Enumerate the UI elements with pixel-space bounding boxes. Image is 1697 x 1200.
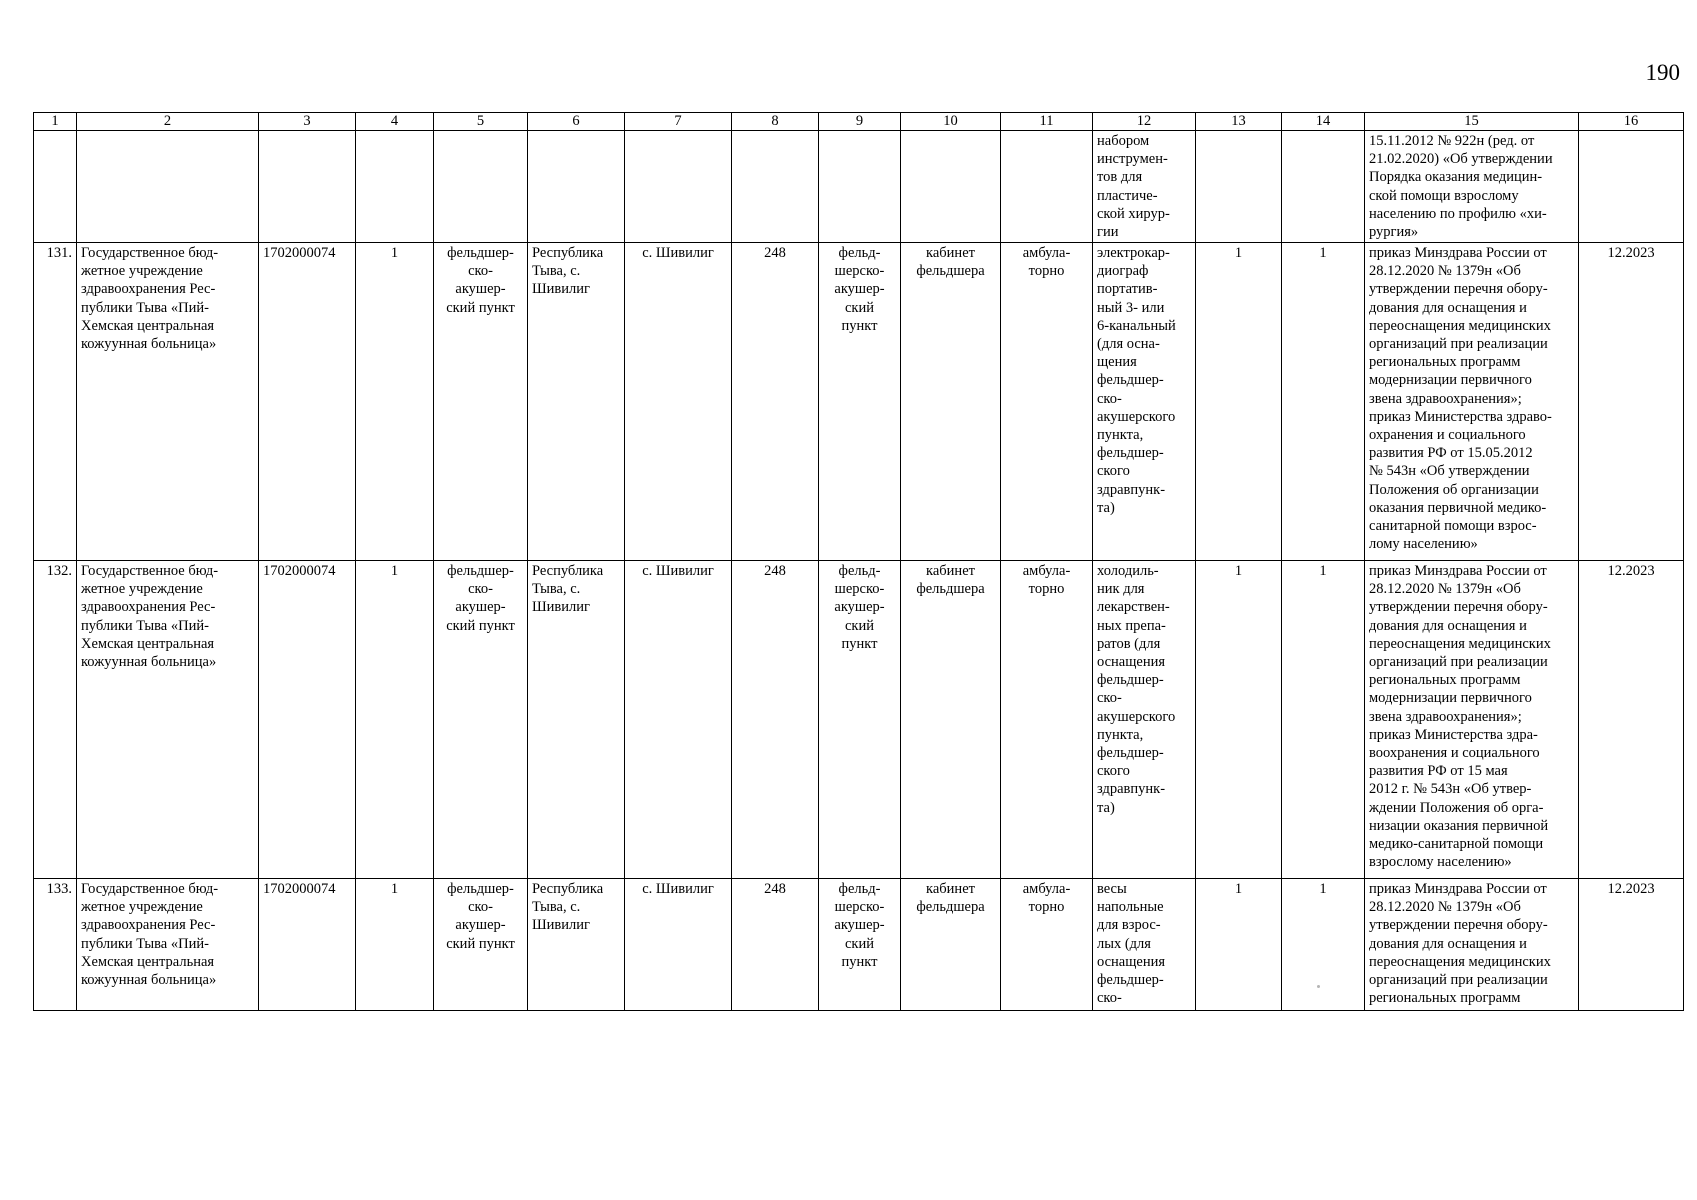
room-cell: кабинет фельдшера <box>901 561 1001 879</box>
legal-basis-cell: приказ Минздрава России от 28.12.2020 № 1379н «Об утверждении перечня обору- дования для оснащения и переоснащения медицинских организаций при реализации региональных программ <box>1365 879 1579 1011</box>
table-row <box>34 561 1684 879</box>
col13-cell: 1 <box>1196 879 1282 1011</box>
point-cell: фельд- шерско- акушер- ский пункт <box>819 561 901 879</box>
row-number: 131. <box>34 243 77 561</box>
equipment-cell: электрокар- диограф портатив- ный 3- или 6-канальный (для осна- щения фельдшер- ско- акушерского пункта, фельдшер- ского здравпунк- та) <box>1093 243 1196 561</box>
room-cell: кабинет фельдшера <box>901 243 1001 561</box>
date-cell: 12.2023 <box>1579 879 1684 1011</box>
col8-cell: 248 <box>732 561 819 879</box>
column-number: 12 <box>1093 113 1196 131</box>
table-row <box>34 243 1684 561</box>
column-number: 10 <box>901 113 1001 131</box>
organization-cell: Государственное бюд- жетное учреждение здравоохранения Рес- публики Тыва «Пий- Хемская центральная кожуунная больница» <box>77 879 259 1011</box>
organization-cell: Государственное бюд- жетное учреждение здравоохранения Рес- публики Тыва «Пий- Хемская центральная кожуунная больница» <box>77 243 259 561</box>
col14-cell: 1 <box>1282 561 1365 879</box>
column-number: 1 <box>34 113 77 131</box>
row-number: 132. <box>34 561 77 879</box>
column-number: 14 <box>1282 113 1365 131</box>
region-cell: Республика Тыва, с. Шивилиг <box>528 243 625 561</box>
column-number: 15 <box>1365 113 1579 131</box>
column-number: 7 <box>625 113 732 131</box>
col13-cell: 1 <box>1196 561 1282 879</box>
column-number: 11 <box>1001 113 1093 131</box>
column-number: 4 <box>356 113 434 131</box>
column-number: 6 <box>528 113 625 131</box>
settlement-cell: с. Шивилиг <box>625 561 732 879</box>
equipment-cell: весы напольные для взрос- лых (для оснащения фельдшер- ско- <box>1093 879 1196 1011</box>
settlement-cell: с. Шивилиг <box>625 879 732 1011</box>
column-number-row <box>34 113 1684 131</box>
unit-type-cell: фельдшер- ско- акушер- ский пункт <box>434 879 528 1011</box>
care-type-cell: амбула- торно <box>1001 243 1093 561</box>
date-cell: 12.2023 <box>1579 243 1684 561</box>
region-cell: Республика Тыва, с. Шивилиг <box>528 879 625 1011</box>
code-cell: 1702000074 <box>259 243 356 561</box>
column-number: 8 <box>732 113 819 131</box>
equipment-table <box>33 112 1684 1011</box>
col8-cell: 248 <box>732 879 819 1011</box>
col8-cell: 248 <box>732 243 819 561</box>
column-number: 9 <box>819 113 901 131</box>
organization-cell: Государственное бюд- жетное учреждение здравоохранения Рес- публики Тыва «Пий- Хемская центральная кожуунная больница» <box>77 561 259 879</box>
column-number: 13 <box>1196 113 1282 131</box>
column-number: 2 <box>77 113 259 131</box>
unit-type-cell: фельдшер- ско- акушер- ский пункт <box>434 561 528 879</box>
col13-cell: 1 <box>1196 243 1282 561</box>
care-type-cell: амбула- торно <box>1001 879 1093 1011</box>
col4-cell: 1 <box>356 243 434 561</box>
legal-basis-cell: 15.11.2012 № 922н (ред. от 21.02.2020) «Об утверждении Порядка оказания медицин- ской помощи взрослому населению по профилю «хи- рургия» <box>1365 131 1579 243</box>
point-cell: фельд- шерско- акушер- ский пункт <box>819 243 901 561</box>
col14-cell: 1 <box>1282 879 1365 1011</box>
legal-basis-cell: приказ Минздрава России от 28.12.2020 № 1379н «Об утверждении перечня обору- дования для оснащения и переоснащения медицинских организаций при реализации региональных программ модернизации первичного звена здравоохранения»; приказ Министерства здраво- охранения и социального развития РФ от 15.05.2012 № 543н «Об утверждении Положения об организации оказания первичной медико- санитарной помощи взрос- лому населению» <box>1365 243 1579 561</box>
table-row-continuation <box>34 131 1684 243</box>
page-number: 190 <box>1645 60 1680 85</box>
code-cell: 1702000074 <box>259 879 356 1011</box>
room-cell: кабинет фельдшера <box>901 879 1001 1011</box>
column-number: 16 <box>1579 113 1684 131</box>
code-cell: 1702000074 <box>259 561 356 879</box>
scan-speck <box>1317 985 1320 988</box>
equipment-cell: набором инструмен- тов для пластиче- ской хирур- гии <box>1093 131 1196 243</box>
settlement-cell: с. Шивилиг <box>625 243 732 561</box>
equipment-cell: холодиль- ник для лекарствен- ных препа- ратов (для оснащения фельдшер- ско- акушерского пункта, фельдшер- ского здравпунк- та) <box>1093 561 1196 879</box>
col4-cell: 1 <box>356 879 434 1011</box>
table-row <box>34 879 1684 1011</box>
point-cell: фельд- шерско- акушер- ский пункт <box>819 879 901 1011</box>
legal-basis-cell: приказ Минздрава России от 28.12.2020 № 1379н «Об утверждении перечня обору- дования для оснащения и переоснащения медицинских организаций при реализации региональных программ модернизации первичного звена здравоохранения»; приказ Министерства здра- воохранения и социального развития РФ от 15 мая 2012 г. № 543н «Об утвер- ждении Положения об орга- низации оказания первичной медико-санитарной помощи взрослому населению» <box>1365 561 1579 879</box>
column-number: 3 <box>259 113 356 131</box>
care-type-cell: амбула- торно <box>1001 561 1093 879</box>
col14-cell: 1 <box>1282 243 1365 561</box>
row-number: 133. <box>34 879 77 1011</box>
column-number: 5 <box>434 113 528 131</box>
date-cell: 12.2023 <box>1579 561 1684 879</box>
unit-type-cell: фельдшер- ско- акушер- ский пункт <box>434 243 528 561</box>
region-cell: Республика Тыва, с. Шивилиг <box>528 561 625 879</box>
col4-cell: 1 <box>356 561 434 879</box>
